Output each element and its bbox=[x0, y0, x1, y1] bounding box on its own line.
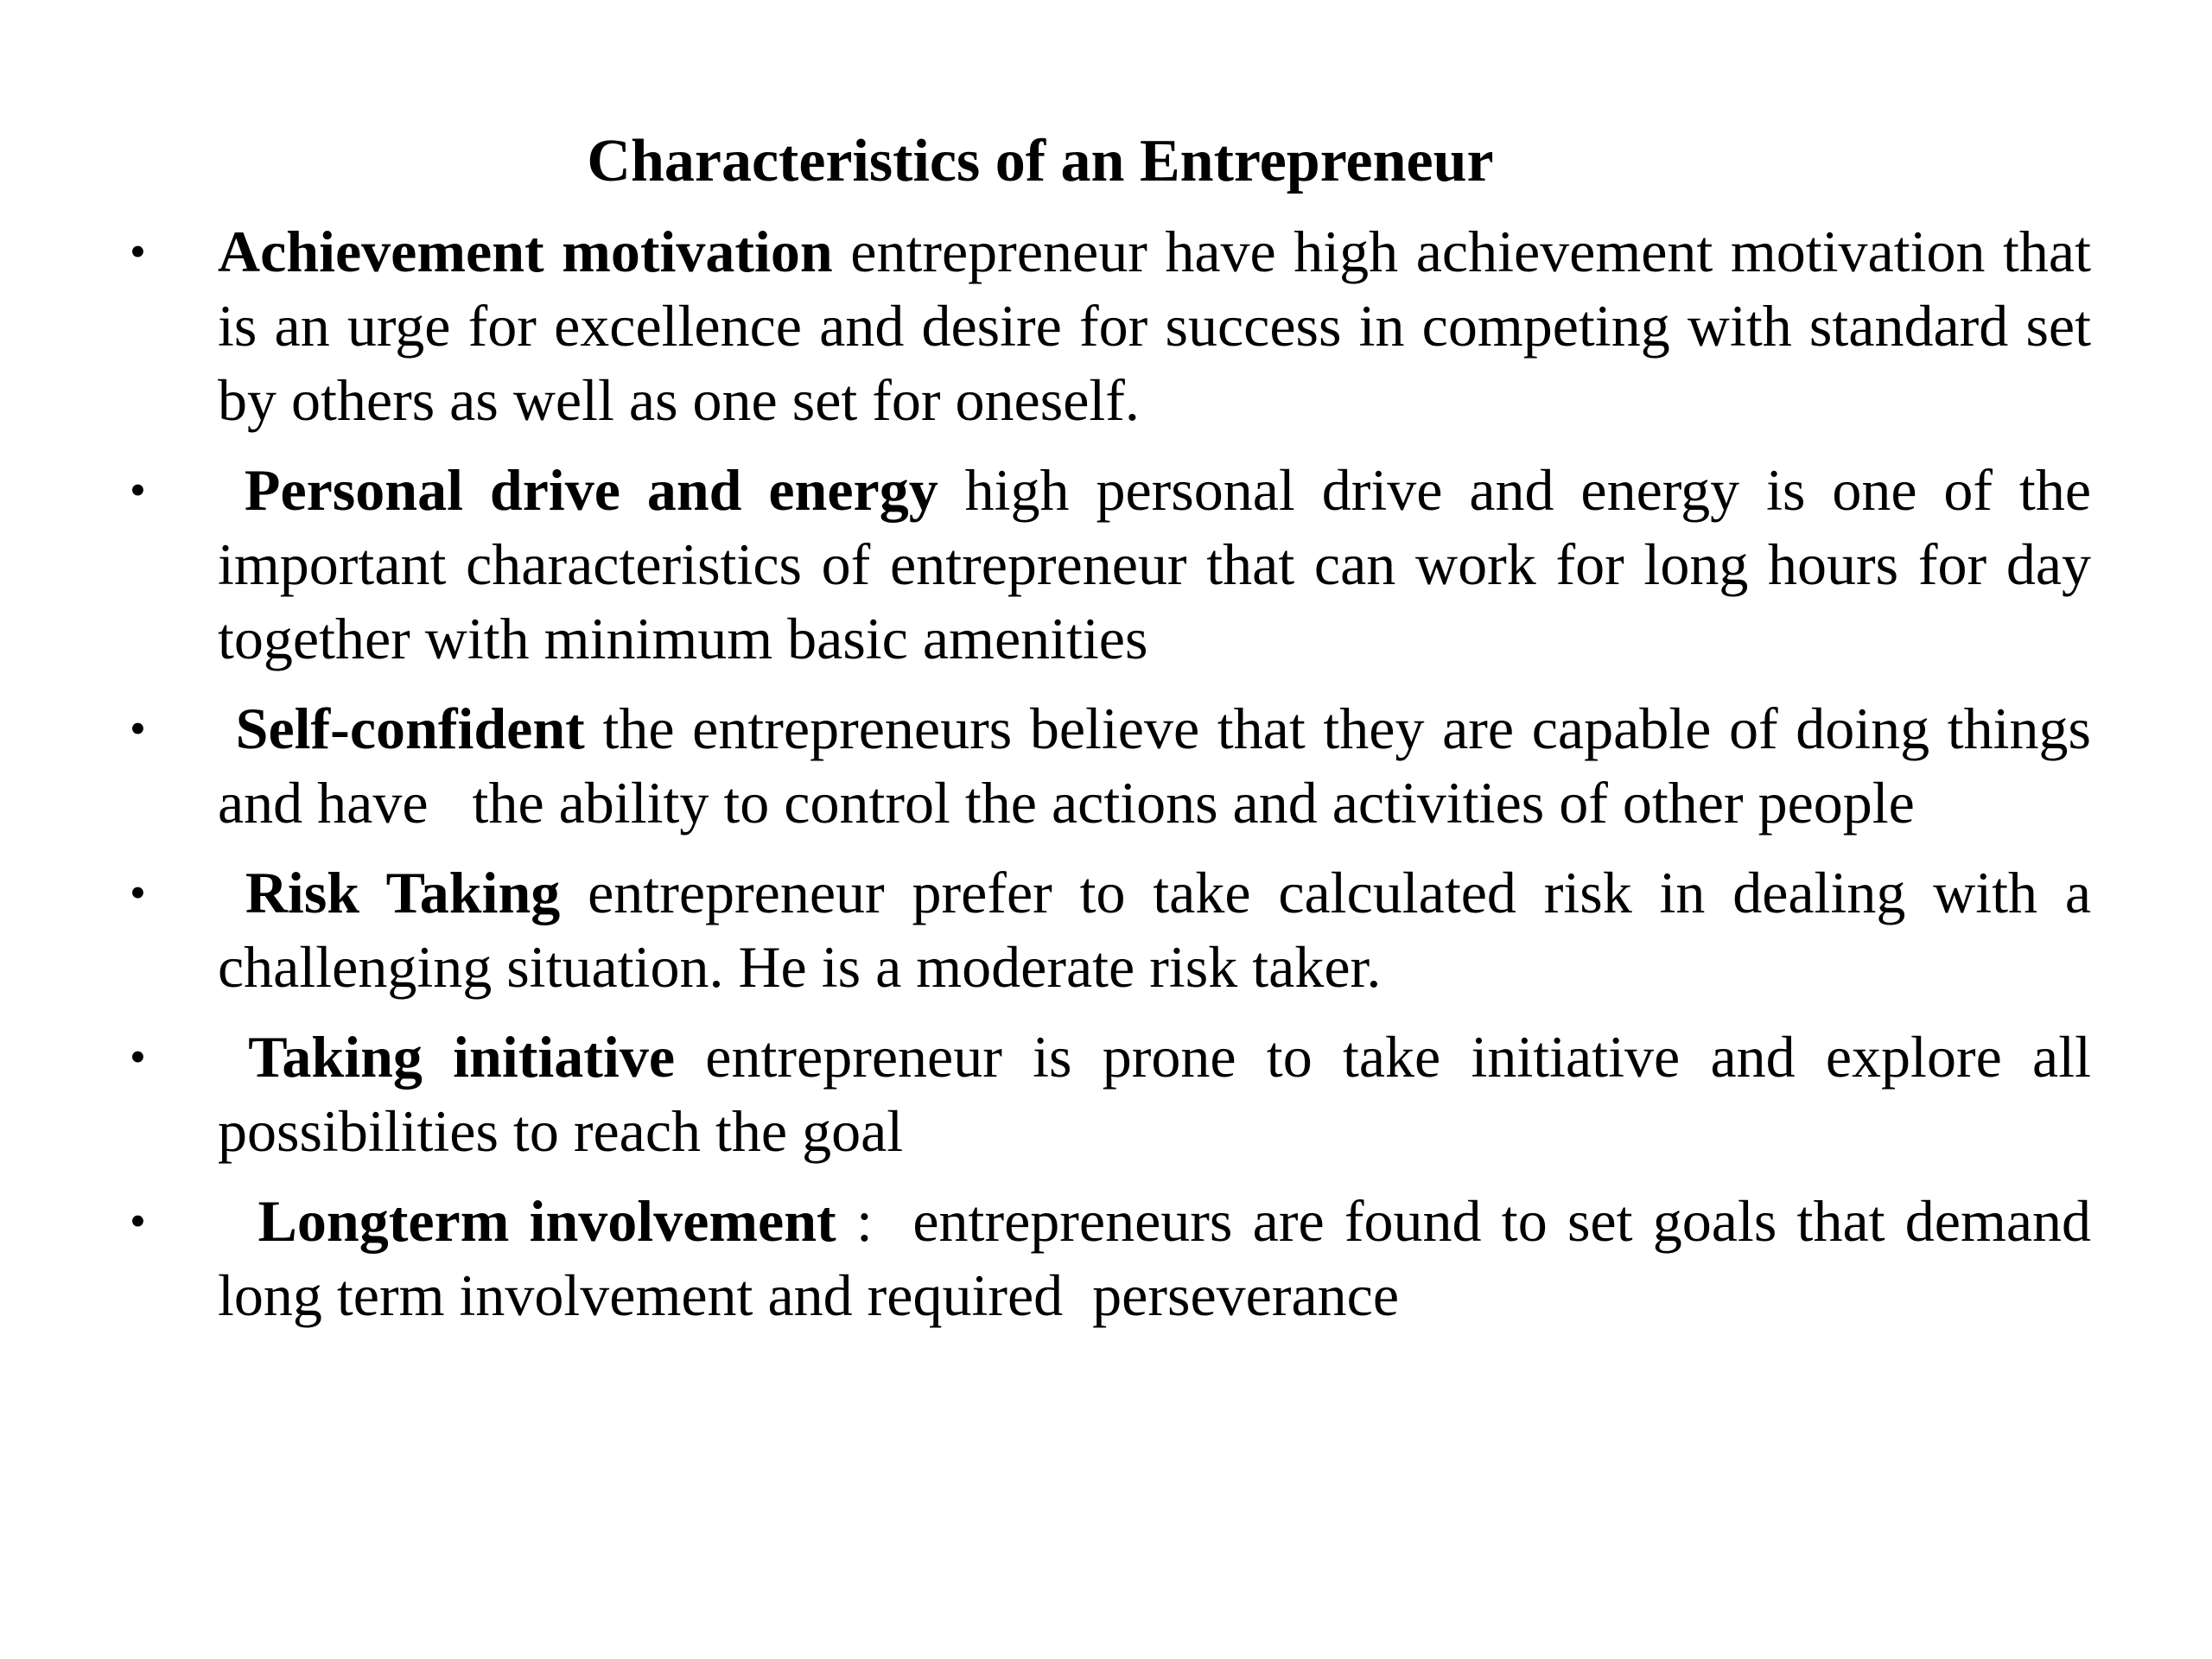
bullet-icon: • bbox=[130, 867, 146, 918]
separator-colon: : bbox=[855, 1188, 873, 1254]
bullet-icon: • bbox=[130, 226, 146, 277]
bullet-icon: • bbox=[130, 1031, 146, 1083]
list-item bbox=[130, 214, 2091, 437]
description-achievement-motivation: entrepreneur have high achievement motivation that is an urge for excellence and desire for success in competing with standard set by others as well as one set for oneself. bbox=[218, 219, 2091, 433]
term-taking-initiative: Taking initiative bbox=[248, 1024, 676, 1090]
bullet-icon: • bbox=[130, 1195, 146, 1247]
description-self-confident: the entrepreneurs believe that they are capable of doing things and have the ability to control the actions and activities of other people bbox=[218, 696, 2107, 836]
description-risk-taking: entrepreneur prefer to take calculated risk in dealing with a challenging situation. He is a moderate risk taker. bbox=[218, 860, 2092, 1000]
slide-title: Characteristics of an Entrepreneur bbox=[587, 128, 1494, 194]
term-risk-taking: Risk Taking bbox=[245, 860, 561, 925]
description-personal-drive-and-energy: high personal drive and energy is one of the important characteristics of entrepreneur that can work for long hours for day together with minimum basic amenities bbox=[218, 457, 2092, 671]
list-item bbox=[130, 855, 2091, 1004]
term-self-confident: Self-confident bbox=[235, 696, 585, 761]
term-personal-drive-and-energy: Personal drive and energy bbox=[244, 457, 938, 523]
list-item bbox=[130, 1020, 2091, 1168]
term-longterm-involvement: Longterm involvement bbox=[257, 1188, 836, 1254]
bullet-icon: • bbox=[130, 702, 146, 754]
description-longterm-involvement: entrepreneurs are found to set goals that demand long term involvement and required perseverance bbox=[218, 1188, 2107, 1328]
term-achievement-motivation: Achievement motivation bbox=[218, 219, 833, 284]
bullet-icon: • bbox=[130, 464, 146, 516]
list-item bbox=[130, 453, 2091, 676]
list-item bbox=[130, 691, 2107, 840]
list-item bbox=[130, 1184, 2107, 1332]
description-taking-initiative: entrepreneur is prone to take initiative and explore all possibilities to reach the goal bbox=[218, 1024, 2092, 1164]
characteristics-list bbox=[130, 214, 2107, 1348]
